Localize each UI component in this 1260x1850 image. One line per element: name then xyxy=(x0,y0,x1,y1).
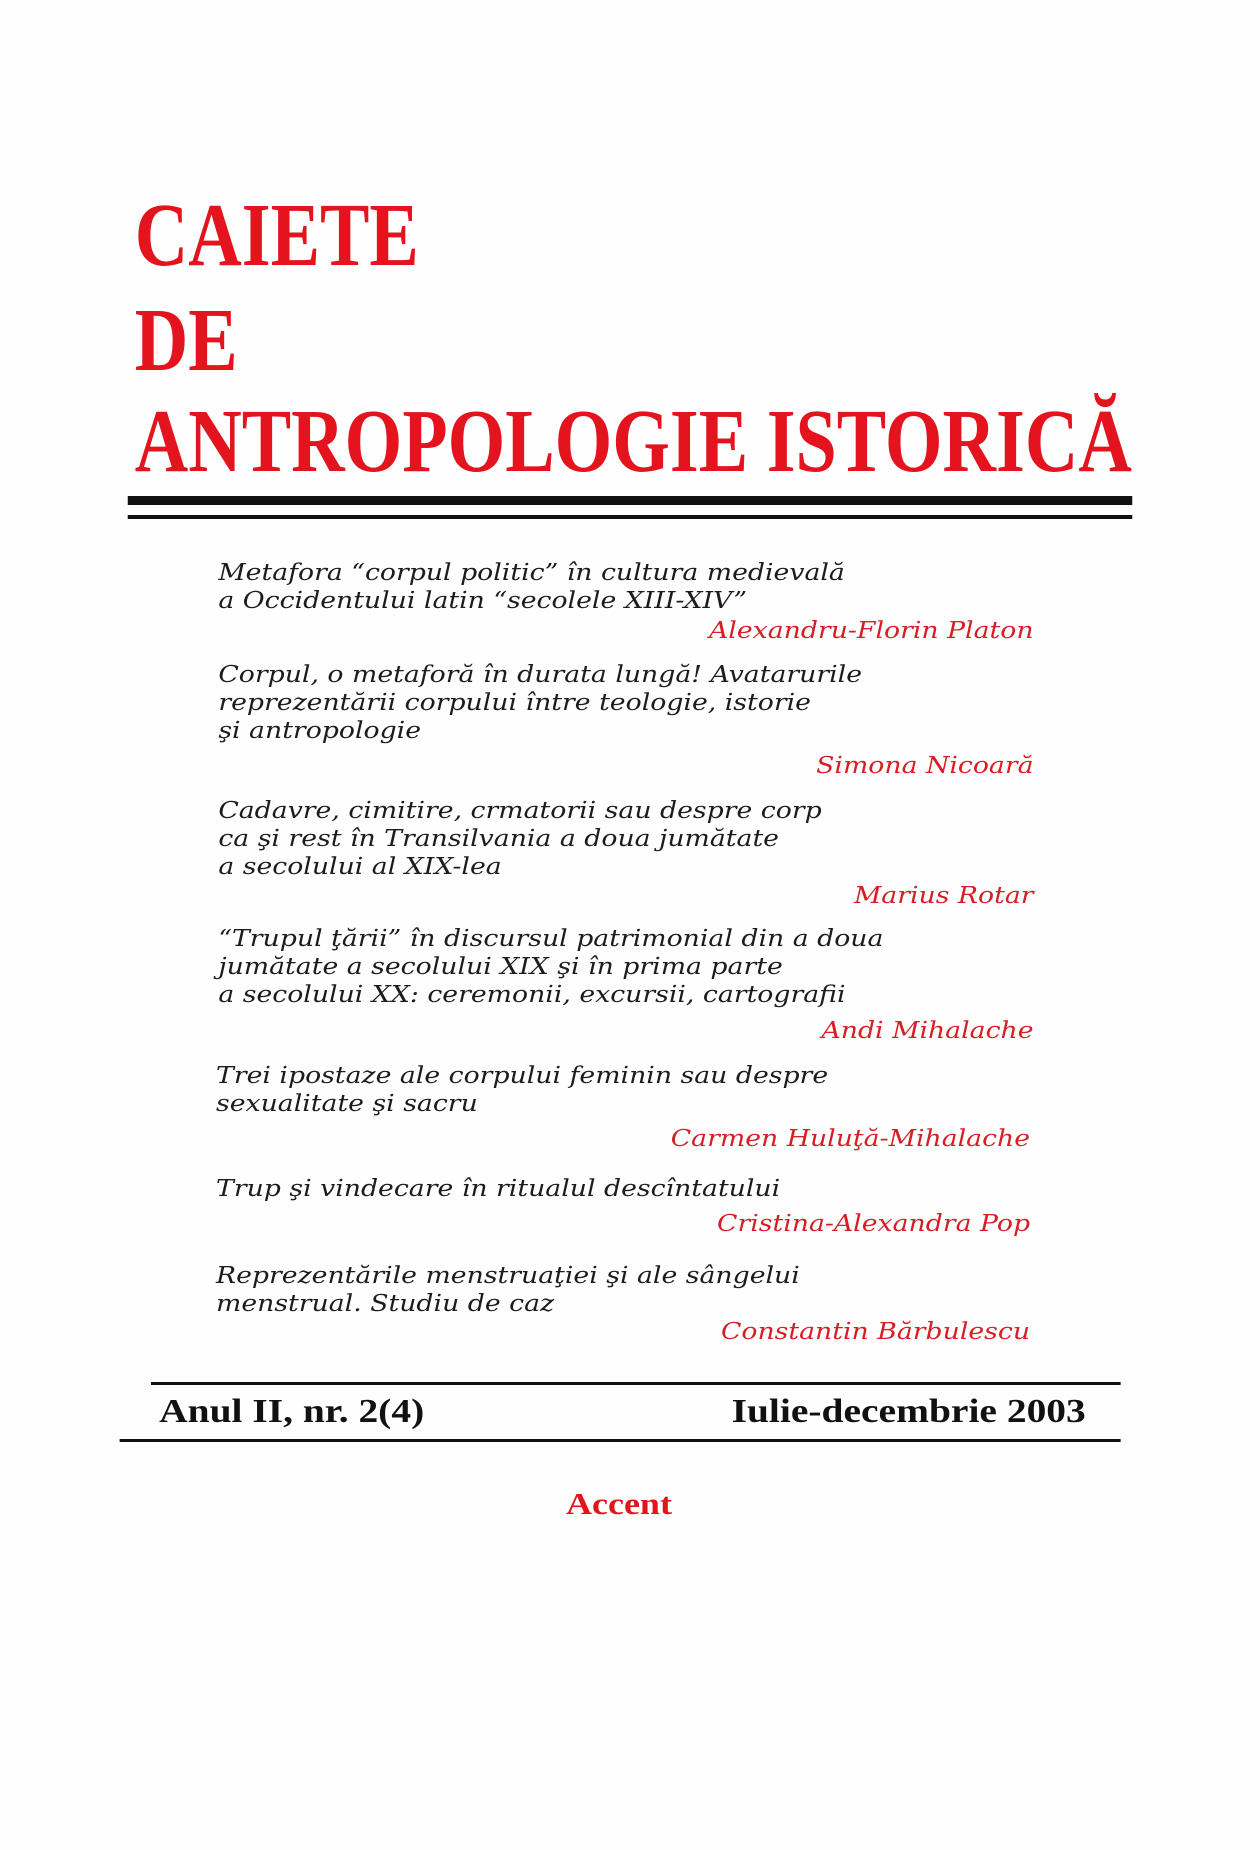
issue-rule-top xyxy=(151,1382,1121,1385)
contents-item xyxy=(215,1175,1031,1237)
journal-title-line-3 xyxy=(134,392,1260,491)
article-title-line: Metafora “corpul politic” în cultura medievală xyxy=(218,560,845,586)
article-title-line: sexualitate şi sacru xyxy=(215,1091,478,1117)
article-author: Cristina-Alexandra Pop xyxy=(717,1211,1031,1237)
contents-item xyxy=(218,559,1034,644)
article-title-line: Trup şi vindecare în ritualul descîntatului xyxy=(215,1176,781,1202)
article-author: Alexandru-Florin Platon xyxy=(709,618,1034,644)
contents-item xyxy=(215,1062,1031,1152)
journal-title-caiete: CAIETE xyxy=(134,186,419,285)
contents-item xyxy=(218,925,1034,1044)
title-rule-thin xyxy=(128,515,1133,519)
journal-title-line-1 xyxy=(134,186,536,285)
journal-title-de: DE xyxy=(134,291,238,390)
journal-title-antropologie-istorica: ANTROPOLOGIE ISTORICĂ xyxy=(134,392,1132,491)
issue-rule-bottom xyxy=(120,1439,1121,1442)
journal-title-line-2 xyxy=(134,291,280,390)
article-title-line: şi antropologie xyxy=(218,718,422,744)
issue-volume: Anul II, nr. 2(4) xyxy=(159,1393,425,1430)
article-title-line: Cadavre, cimitire, crmatorii sau despre corp xyxy=(218,798,822,824)
article-author: Constantin Bărbulescu xyxy=(720,1319,1031,1345)
contents-item xyxy=(218,797,1034,909)
article-author: Andi Mihalache xyxy=(821,1018,1034,1044)
article-title-line: a secolului XX: ceremonii, excursii, cartografii xyxy=(218,982,846,1008)
publisher-name: Accent xyxy=(565,1486,672,1521)
article-title-line: menstrual. Studiu de caz xyxy=(215,1291,555,1317)
article-title-line: jumătate a secolului XIX şi în prima parte xyxy=(218,954,783,980)
contents-item xyxy=(218,661,1034,779)
article-title-line: a Occidentului latin “secolele XIII-XIV” xyxy=(218,588,747,614)
article-title-line: reprezentării corpului între teologie, istorie xyxy=(218,690,811,716)
article-title-line: a secolului al XIX-lea xyxy=(218,854,502,880)
issue-period: Iulie-decembrie 2003 xyxy=(731,1393,1086,1430)
article-title-line: ca şi rest în Transilvania a doua jumătate xyxy=(218,826,780,852)
article-author: Marius Rotar xyxy=(853,883,1034,909)
article-title-line: Corpul, o metaforă în durata lungă! Avatarurile xyxy=(218,662,863,688)
title-rule-thick xyxy=(128,496,1133,505)
contents-item xyxy=(215,1262,1031,1345)
article-title-line: “Trupul ţării” în discursul patrimonial din a doua xyxy=(218,926,884,952)
article-title-line: Trei ipostaze ale corpului feminin sau despre xyxy=(215,1063,829,1089)
article-author: Carmen Huluţă-Mihalache xyxy=(670,1126,1031,1152)
article-title-line: Reprezentările menstruaţiei şi ale sângelui xyxy=(215,1263,800,1289)
article-author: Simona Nicoară xyxy=(816,753,1034,779)
